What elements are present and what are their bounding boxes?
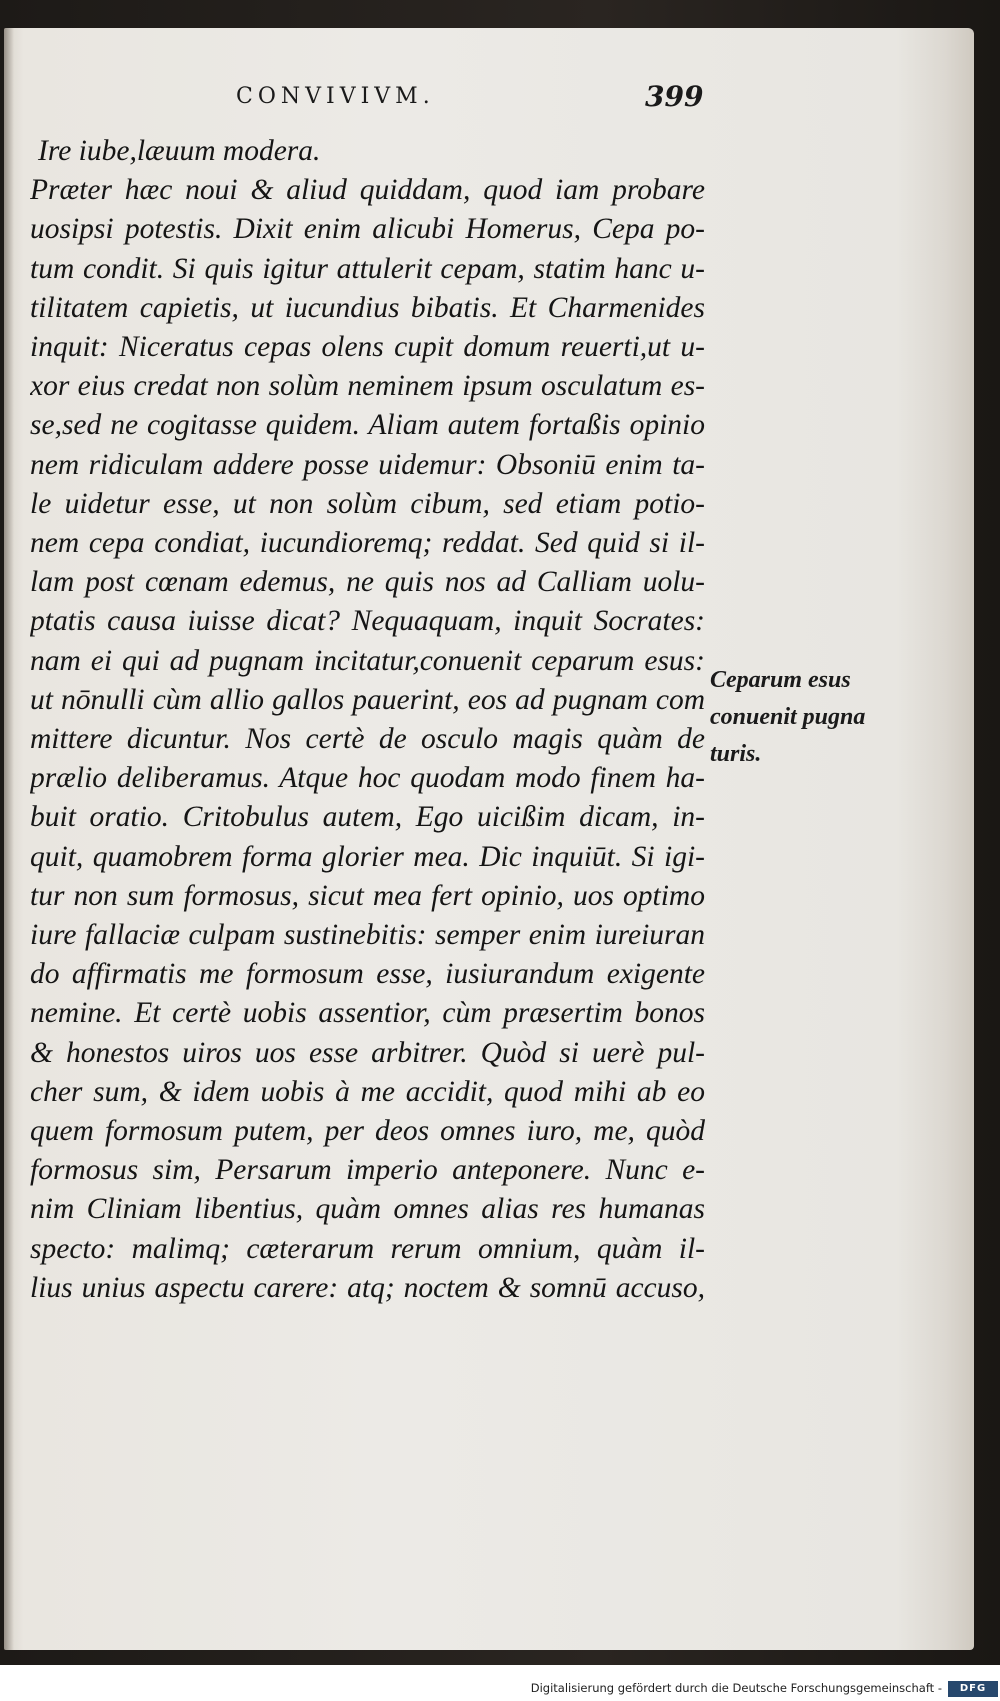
text-line: nim Cliniam libentius, quàm omnes alias res humanas bbox=[30, 1193, 705, 1226]
margin-note bbox=[710, 662, 885, 773]
text-line: tur non sum formosus, sicut mea fert opinio, uos optimo bbox=[30, 879, 705, 912]
text-line: tum condit. Si quis igitur attulerit cepam, statim hanc u- bbox=[30, 252, 705, 285]
text-line: & honestos uiros uos esse arbitrer. Quòd si uerè pul- bbox=[30, 1036, 705, 1069]
text-line: lam post cœnam edemus, ne quis nos ad Calliam uolu- bbox=[30, 566, 705, 599]
text-line: tilitatem capietis, ut iucundius bibatis. Et Charmenides bbox=[30, 291, 705, 324]
text-line: nam ei qui ad pugnam incitatur,conuenit ceparum esus: bbox=[30, 644, 705, 677]
text-line: buit oratio. Critobulus autem, Ego uicißim dicam, in- bbox=[30, 801, 705, 834]
text-line: se,sed ne cogitasse quidem. Aliam autem fortaßis opinio bbox=[30, 409, 705, 442]
text-line: xor eius credat non solùm neminem ipsum osculatum es- bbox=[30, 370, 705, 403]
text-line: quit, quamobrem forma glorier mea. Dic inquiūt. Si igi- bbox=[30, 840, 705, 873]
running-head: CONVIVIVM. bbox=[236, 84, 435, 109]
text-line: Ire iube,læuum modera. bbox=[38, 135, 321, 167]
margin-note-line: Ceparum esus bbox=[710, 667, 851, 693]
text-line: cher sum, & idem uobis à me accidit, quod mihi ab eo bbox=[30, 1075, 705, 1108]
text-line: nemine. Et certè uobis assentior, cùm præsertim bonos bbox=[30, 997, 705, 1030]
text-line: lius unius aspectu carere: atq; noctem & somnū accuso, bbox=[30, 1271, 705, 1304]
text-line: nem ridiculam addere posse uidemur: Obsoniū enim ta- bbox=[30, 448, 705, 481]
page-number: 399 bbox=[645, 80, 704, 113]
text-line: Præter hæc noui & aliud quiddam, quod iam probare bbox=[30, 174, 705, 207]
text-line: ptatis causa iuisse dicat? Nequaquam, inquit Socrates: bbox=[30, 605, 705, 638]
dfg-logo: DFG bbox=[948, 1681, 998, 1697]
text-line: specto: malimq; cæterarum rerum omnium, quàm il- bbox=[30, 1232, 705, 1265]
text-line: prælio deliberamus. Atque hoc quodam modo finem ha- bbox=[30, 762, 705, 795]
text-line: mittere dicuntur. Nos certè de osculo magis quàm de bbox=[30, 723, 705, 756]
text-line: do affirmatis me formosum esse, iusiurandum exigente bbox=[30, 958, 705, 991]
body-text bbox=[30, 132, 705, 1308]
page-gutter-shadow bbox=[4, 28, 14, 1650]
margin-note-line: conuenit pugna bbox=[710, 704, 866, 730]
text-line: uosipsi potestis. Dixit enim alicubi Homerus, Cepa po- bbox=[30, 213, 705, 246]
text-line: quem formosum putem, per deos omnes iuro, me, quòd bbox=[30, 1115, 705, 1148]
text-line: formosus sim, Persarum imperio anteponere. Nunc e- bbox=[30, 1154, 705, 1187]
text-line: inquit: Niceratus cepas olens cupit domum reuerti,ut u- bbox=[30, 331, 705, 364]
text-line: nem cepa condiat, iucundioremq; reddat. Sed quid si il- bbox=[30, 527, 705, 560]
text-line: iure fallaciæ culpam sustinebitis: semper enim iureiuran bbox=[30, 919, 705, 952]
text-line: ut nōnulli cùm allio gallos pauerint, eos ad pugnam com bbox=[30, 683, 705, 716]
text-line: le uidetur esse, ut non solùm cibum, sed etiam potio- bbox=[30, 487, 705, 520]
margin-note-line: turis. bbox=[710, 741, 762, 767]
digitization-credit: Digitalisierung gefördert durch die Deutsche Forschungsgemeinschaft - bbox=[530, 1681, 942, 1695]
